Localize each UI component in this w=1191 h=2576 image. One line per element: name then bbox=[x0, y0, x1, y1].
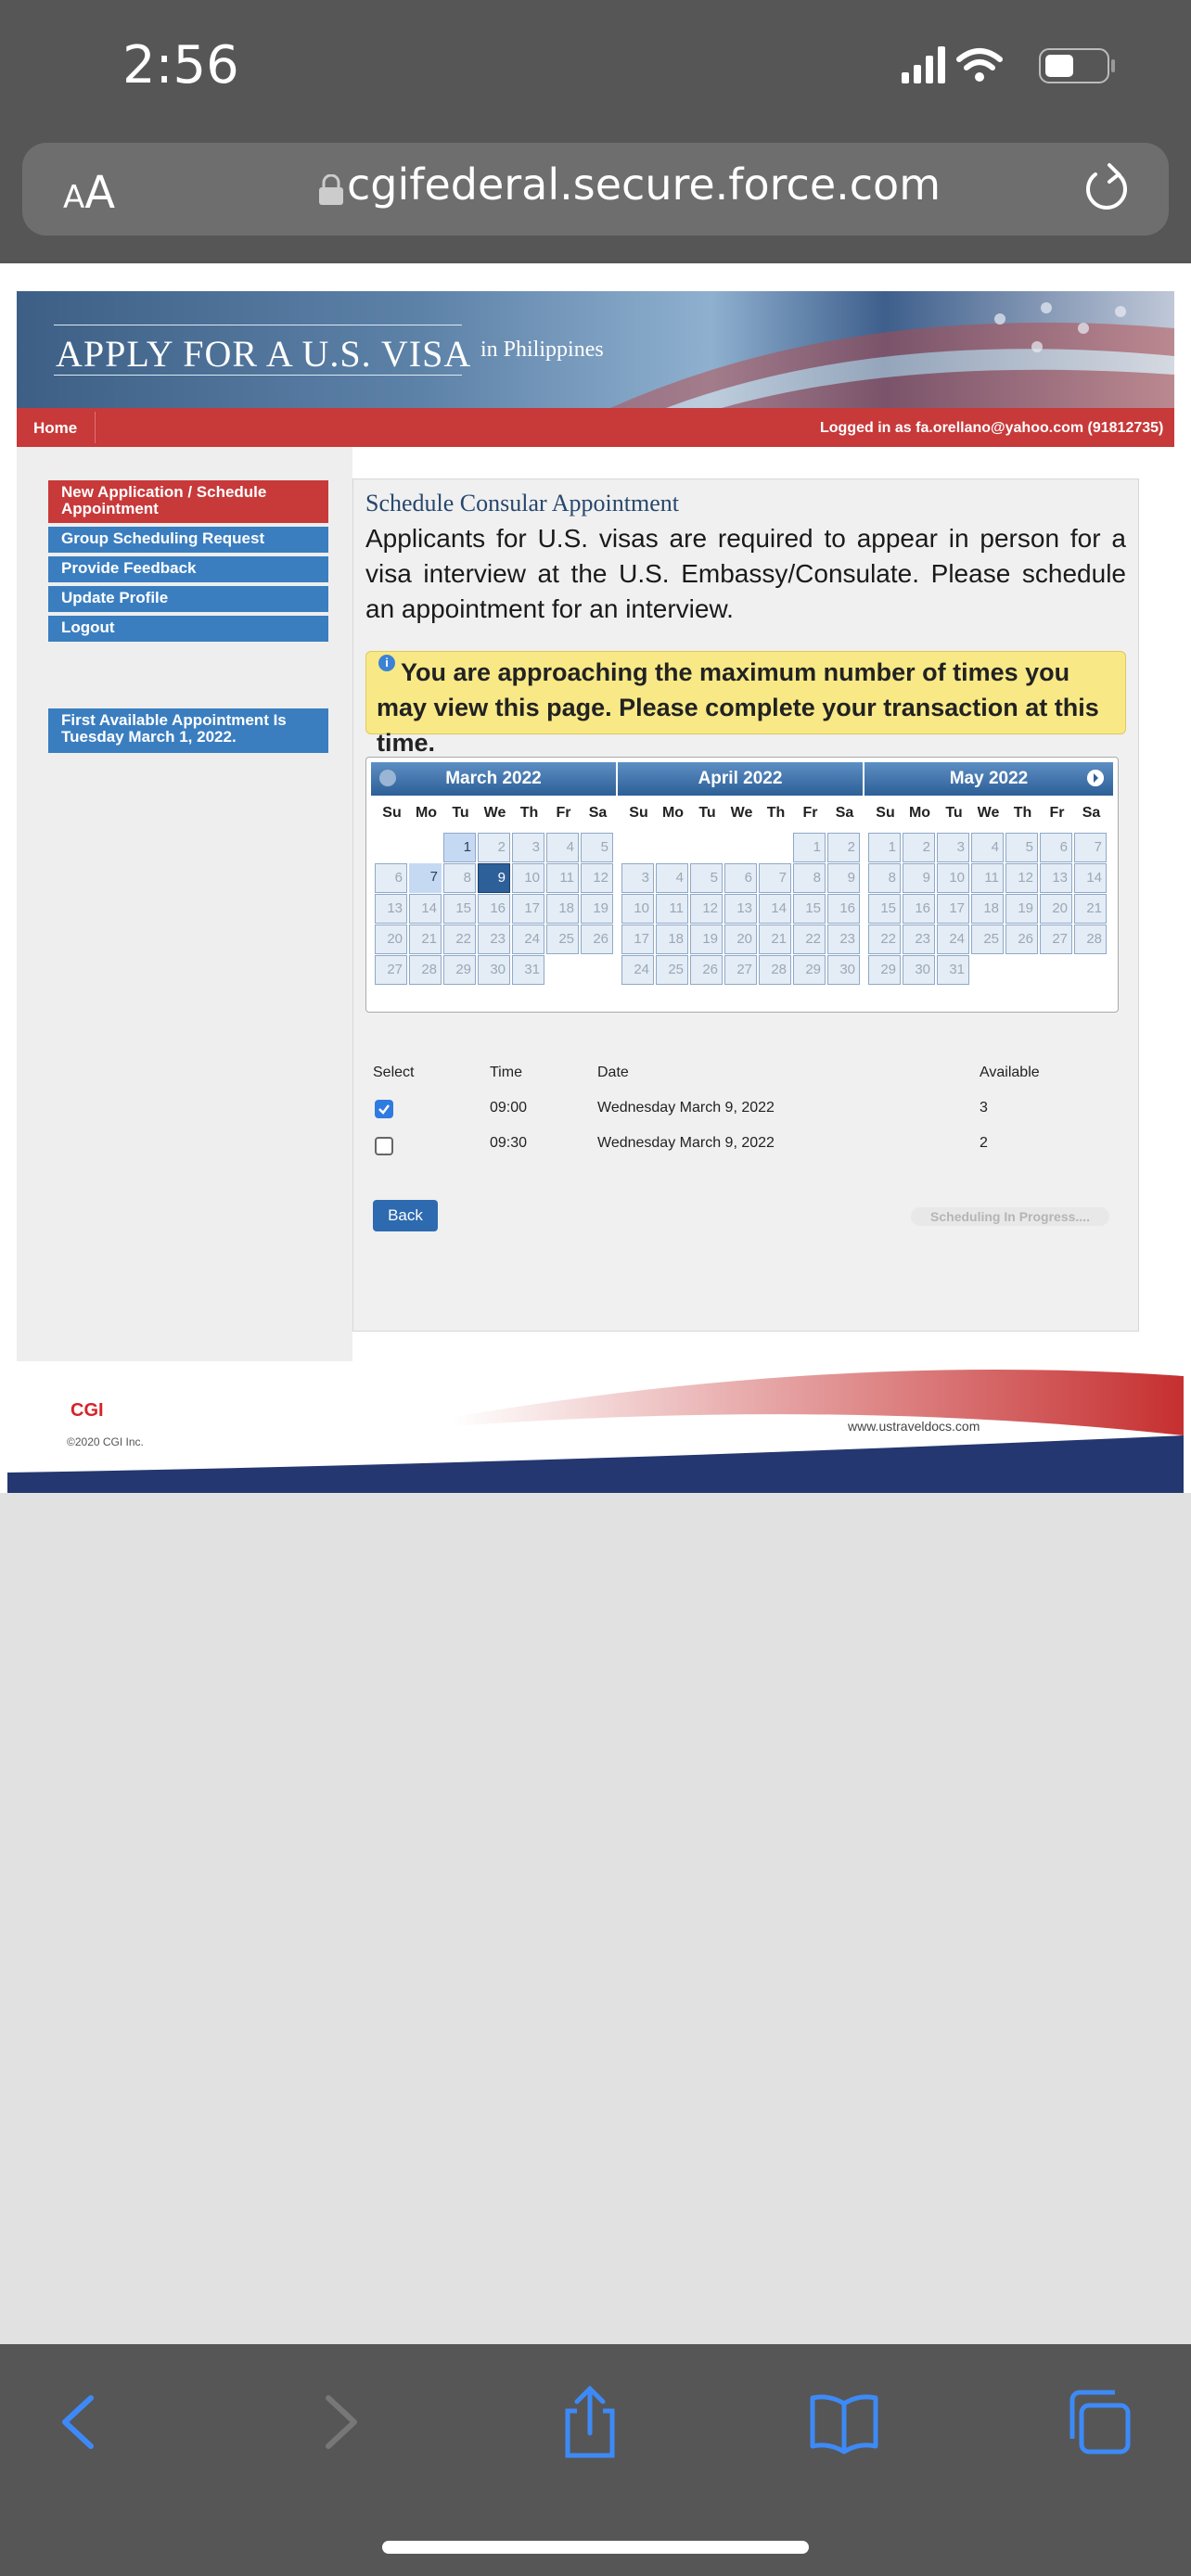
slot-date: Wednesday March 9, 2022 bbox=[597, 1100, 775, 1116]
calendar-day[interactable]: 2 bbox=[827, 833, 860, 862]
day-of-week: Su bbox=[382, 805, 402, 821]
calendar-day[interactable]: 21 bbox=[1074, 894, 1107, 924]
calendar-day[interactable]: 16 bbox=[827, 894, 860, 924]
info-icon: i bbox=[378, 655, 395, 671]
day-of-week: Tu bbox=[945, 805, 963, 821]
calendar-day[interactable]: 7 bbox=[1074, 833, 1107, 862]
lock-icon bbox=[318, 174, 344, 206]
day-of-week: Tu bbox=[452, 805, 469, 821]
sidebar-item-new-application[interactable]: New Application / Schedule Appointment bbox=[48, 480, 328, 523]
calendar-day[interactable]: 30 bbox=[903, 955, 935, 985]
calendar-day[interactable]: 18 bbox=[971, 894, 1004, 924]
calendar-day[interactable]: 8 bbox=[443, 863, 476, 893]
calendar-day[interactable]: 22 bbox=[793, 925, 826, 954]
calendar-day[interactable]: 1 bbox=[793, 833, 826, 862]
first-available-notice: First Available Appointment Is Tuesday March 1, 2022. bbox=[48, 708, 328, 753]
calendar-day[interactable]: 16 bbox=[478, 894, 510, 924]
calendar-day[interactable]: 10 bbox=[937, 863, 969, 893]
day-of-week: Su bbox=[629, 805, 648, 821]
calendar-day[interactable]: 1 bbox=[868, 833, 901, 862]
calendar-day[interactable]: 29 bbox=[443, 955, 476, 985]
calendar-day[interactable]: 9 bbox=[478, 863, 510, 893]
wifi-icon bbox=[959, 51, 1000, 68]
calendar-day[interactable]: 11 bbox=[971, 863, 1004, 893]
calendar-day[interactable]: 23 bbox=[478, 925, 510, 954]
slot-checkbox-checked[interactable] bbox=[375, 1100, 393, 1118]
slot-checkbox[interactable] bbox=[375, 1137, 393, 1155]
calendar-day[interactable]: 15 bbox=[793, 894, 826, 924]
home-indicator bbox=[382, 2541, 809, 2554]
calendar-day[interactable]: 21 bbox=[759, 925, 791, 954]
status-icons bbox=[902, 45, 1052, 85]
day-of-week: Tu bbox=[698, 805, 716, 821]
calendar-day[interactable]: 21 bbox=[409, 925, 442, 954]
bookmarks-icon[interactable] bbox=[807, 2385, 881, 2459]
nav-divider bbox=[95, 412, 96, 443]
day-of-week: Th bbox=[1013, 805, 1032, 821]
calendar-day[interactable]: 13 bbox=[1040, 863, 1072, 893]
calendar-day[interactable]: 28 bbox=[759, 955, 791, 985]
calendar-day[interactable]: 18 bbox=[546, 894, 579, 924]
day-of-week: Mo bbox=[415, 805, 438, 821]
calendar-day[interactable]: 11 bbox=[656, 894, 688, 924]
logged-in-text: Logged in as fa.orellano@yahoo.com (91812735) bbox=[820, 420, 1164, 436]
calendar-day[interactable]: 28 bbox=[1074, 925, 1107, 954]
banner-rule bbox=[54, 375, 462, 376]
calendar-day[interactable]: 22 bbox=[443, 925, 476, 954]
calendar-day[interactable]: 3 bbox=[621, 863, 654, 893]
warning-text: You are approaching the maximum number of times you may view this page. Please complete your transaction at this time. bbox=[377, 658, 1099, 757]
calendar-day[interactable]: 20 bbox=[375, 925, 407, 954]
status-time: 2:56 bbox=[122, 35, 239, 96]
slot-date: Wednesday March 9, 2022 bbox=[597, 1135, 775, 1151]
calendar-day[interactable]: 17 bbox=[512, 894, 544, 924]
footer bbox=[7, 1361, 1184, 1493]
calendar-day[interactable]: 3 bbox=[937, 833, 969, 862]
sidebar-item-feedback[interactable]: Provide Feedback bbox=[48, 556, 328, 582]
day-of-week: Mo bbox=[661, 805, 685, 821]
calendar-day[interactable]: 7 bbox=[759, 863, 791, 893]
month-header: May 2022 bbox=[864, 762, 1113, 796]
back-button[interactable]: Back bbox=[373, 1200, 438, 1231]
calendar-day[interactable]: 22 bbox=[868, 925, 901, 954]
calendar-day[interactable]: 12 bbox=[1005, 863, 1038, 893]
calendar-day[interactable]: 9 bbox=[827, 863, 860, 893]
calendar-day[interactable]: 27 bbox=[1040, 925, 1072, 954]
calendar-day[interactable]: 1 bbox=[443, 833, 476, 862]
calendar-day[interactable]: 23 bbox=[827, 925, 860, 954]
intro-text: Applicants for U.S. visas are required to appear in person for a visa interview at the U.S. Embassy/Consulate. Please schedule an appointment for an interview. bbox=[365, 524, 1126, 623]
next-month-icon[interactable] bbox=[1087, 770, 1104, 786]
slot-available: 3 bbox=[980, 1100, 988, 1116]
day-of-week: Fr bbox=[1049, 805, 1065, 821]
day-of-week: Su bbox=[876, 805, 895, 821]
calendar-day[interactable]: 25 bbox=[971, 925, 1004, 954]
col-header-select: Select bbox=[373, 1065, 415, 1080]
page-title: Schedule Consular Appointment bbox=[365, 490, 679, 516]
calendar-day[interactable]: 6 bbox=[724, 863, 757, 893]
slot-available: 2 bbox=[980, 1135, 988, 1151]
calendar-day[interactable]: 20 bbox=[724, 925, 757, 954]
day-of-week: Th bbox=[519, 805, 539, 821]
scheduling-in-progress: Scheduling In Progress.... bbox=[911, 1207, 1109, 1226]
calendar-day[interactable]: 26 bbox=[1005, 925, 1038, 954]
slot-time: 09:00 bbox=[490, 1100, 528, 1116]
day-of-week: Th bbox=[766, 805, 786, 821]
calendar-day[interactable]: 6 bbox=[1040, 833, 1072, 862]
slot-time: 09:30 bbox=[490, 1135, 528, 1151]
calendar-day[interactable]: 7 bbox=[409, 863, 442, 893]
forward-icon[interactable] bbox=[302, 2385, 377, 2459]
calendar-day[interactable]: 4 bbox=[546, 833, 579, 862]
calendar-day[interactable]: 17 bbox=[937, 894, 969, 924]
battery-icon bbox=[1039, 48, 1117, 85]
calendar-day[interactable]: 15 bbox=[868, 894, 901, 924]
sidebar-item-update-profile[interactable]: Update Profile bbox=[48, 586, 328, 612]
calendar-day[interactable]: 17 bbox=[621, 925, 654, 954]
calendar-day[interactable]: 10 bbox=[512, 863, 544, 893]
url-text[interactable]: cgifederal.secure.force.com bbox=[347, 159, 941, 210]
day-of-week: Sa bbox=[1082, 805, 1101, 821]
text-size-button[interactable]: AA bbox=[63, 167, 116, 219]
calendar-day[interactable]: 5 bbox=[1005, 833, 1038, 862]
calendar-day[interactable]: 2 bbox=[478, 833, 510, 862]
day-of-week: Sa bbox=[835, 805, 854, 821]
calendar-day[interactable]: 25 bbox=[546, 925, 579, 954]
calendar-day[interactable]: 26 bbox=[581, 925, 613, 954]
calendar-day[interactable]: 13 bbox=[724, 894, 757, 924]
calendar-day[interactable]: 27 bbox=[375, 955, 407, 985]
calendar-day[interactable]: 26 bbox=[690, 955, 723, 985]
copyright: ©2020 CGI Inc. bbox=[67, 1435, 144, 1448]
sidebar-item-group-scheduling[interactable]: Group Scheduling Request bbox=[48, 527, 328, 553]
calendar-day[interactable]: 14 bbox=[759, 894, 791, 924]
col-header-date: Date bbox=[597, 1065, 629, 1080]
reload-icon[interactable] bbox=[1082, 159, 1132, 215]
calendar-day[interactable]: 12 bbox=[690, 894, 723, 924]
left-sidebar bbox=[17, 447, 352, 1361]
day-of-week: We bbox=[483, 805, 506, 821]
check-icon bbox=[377, 1102, 391, 1116]
day-of-week: Sa bbox=[588, 805, 608, 821]
footer-swoosh bbox=[7, 1361, 1184, 1493]
tabs-icon[interactable] bbox=[1061, 2385, 1135, 2459]
calendar-day[interactable]: 23 bbox=[903, 925, 935, 954]
calendar-day[interactable]: 19 bbox=[1005, 894, 1038, 924]
day-of-week: Fr bbox=[802, 805, 818, 821]
day-of-week: We bbox=[730, 805, 753, 821]
signal-icon bbox=[902, 46, 945, 83]
calendar-day[interactable]: 30 bbox=[827, 955, 860, 985]
calendar-day[interactable]: 10 bbox=[621, 894, 654, 924]
site-link[interactable]: www.ustraveldocs.com bbox=[848, 1419, 980, 1434]
calendar-day[interactable]: 25 bbox=[656, 955, 688, 985]
calendar-day[interactable]: 16 bbox=[903, 894, 935, 924]
share-icon[interactable] bbox=[553, 2385, 627, 2459]
col-header-time: Time bbox=[490, 1065, 522, 1080]
calendar-day[interactable]: 24 bbox=[621, 955, 654, 985]
calendar-day[interactable]: 6 bbox=[375, 863, 407, 893]
cgi-logo: CGI bbox=[70, 1400, 104, 1421]
calendar-day[interactable]: 15 bbox=[443, 894, 476, 924]
calendar-day[interactable]: 20 bbox=[1040, 894, 1072, 924]
calendar-day[interactable]: 12 bbox=[581, 863, 613, 893]
calendar-day[interactable]: 28 bbox=[409, 955, 442, 985]
calendar-day[interactable]: 3 bbox=[512, 833, 544, 862]
calendar-day[interactable]: 24 bbox=[937, 925, 969, 954]
calendar-day[interactable]: 29 bbox=[868, 955, 901, 985]
calendar-day[interactable]: 5 bbox=[581, 833, 613, 862]
month-header: April 2022 bbox=[618, 762, 863, 796]
banner-title: APPLY FOR A U.S. VISA bbox=[56, 333, 472, 375]
sidebar-item-logout[interactable]: Logout bbox=[48, 616, 328, 642]
calendar-day[interactable]: 4 bbox=[656, 863, 688, 893]
calendar-day[interactable]: 24 bbox=[512, 925, 544, 954]
calendar-day[interactable]: 4 bbox=[971, 833, 1004, 862]
calendar-day[interactable]: 14 bbox=[409, 894, 442, 924]
day-of-week: Mo bbox=[908, 805, 931, 821]
day-of-week: We bbox=[977, 805, 1000, 821]
day-of-week: Fr bbox=[556, 805, 571, 821]
calendar-day[interactable]: 30 bbox=[478, 955, 510, 985]
calendar-day[interactable]: 14 bbox=[1074, 863, 1107, 893]
calendar-day[interactable]: 13 bbox=[375, 894, 407, 924]
prev-month-icon[interactable] bbox=[379, 770, 396, 786]
calendar-day[interactable]: 31 bbox=[937, 955, 969, 985]
calendar-day[interactable]: 8 bbox=[793, 863, 826, 893]
month-header: March 2022 bbox=[371, 762, 616, 796]
calendar-day[interactable]: 19 bbox=[690, 925, 723, 954]
calendar-day[interactable]: 8 bbox=[868, 863, 901, 893]
home-link[interactable]: Home bbox=[33, 419, 78, 437]
calendar-day[interactable]: 2 bbox=[903, 833, 935, 862]
calendar-day[interactable]: 5 bbox=[690, 863, 723, 893]
calendar-day[interactable]: 9 bbox=[903, 863, 935, 893]
col-header-available: Available bbox=[980, 1065, 1040, 1080]
back-icon[interactable] bbox=[43, 2385, 117, 2459]
calendar-day[interactable]: 27 bbox=[724, 955, 757, 985]
banner-subtitle: in Philippines bbox=[480, 338, 604, 362]
calendar-day[interactable]: 19 bbox=[581, 894, 613, 924]
calendar-day[interactable]: 18 bbox=[656, 925, 688, 954]
calendar-day[interactable]: 29 bbox=[793, 955, 826, 985]
calendar-day[interactable]: 11 bbox=[546, 863, 579, 893]
calendar-day[interactable]: 31 bbox=[512, 955, 544, 985]
